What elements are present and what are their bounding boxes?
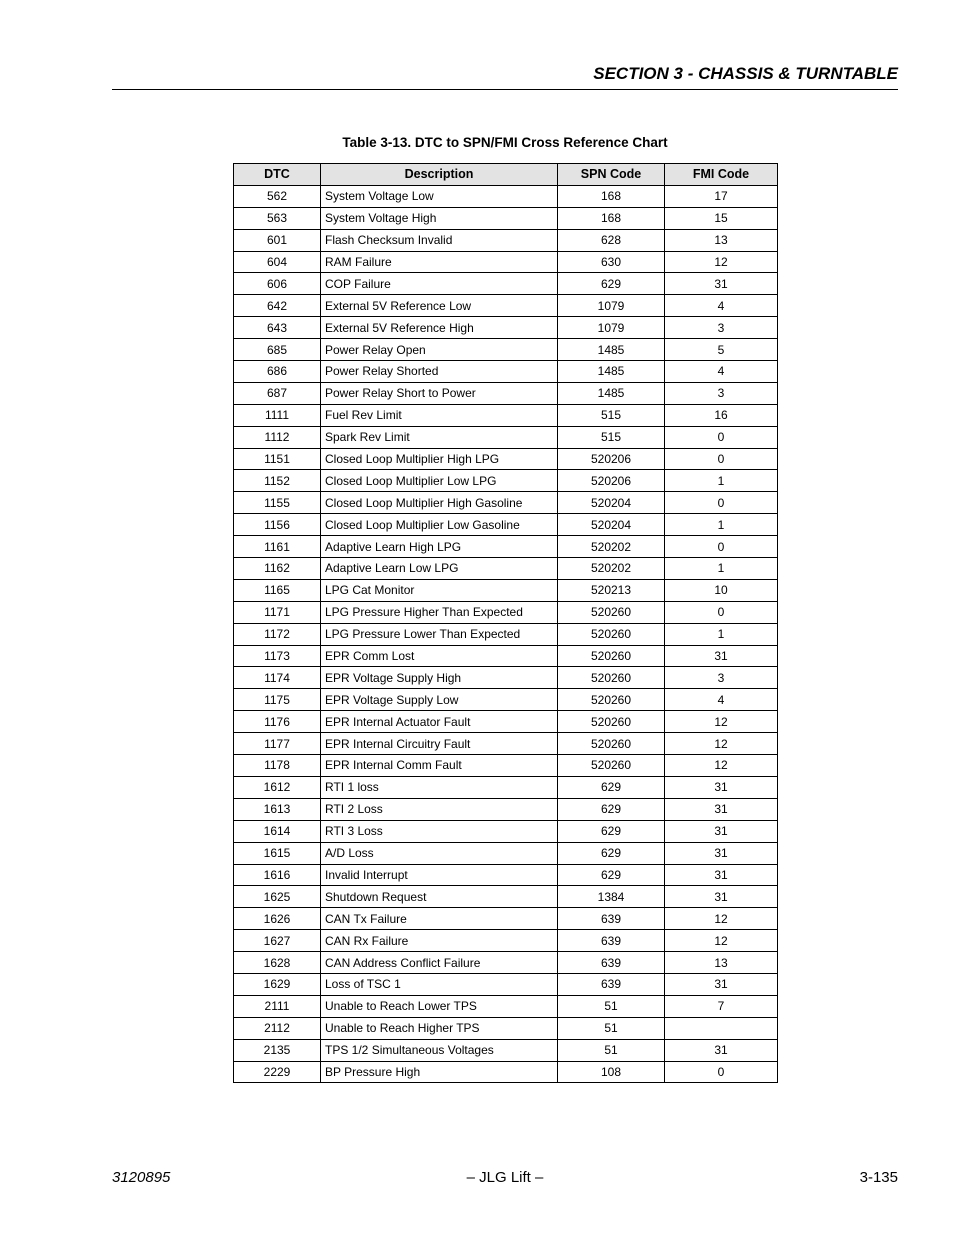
table-row [234, 733, 778, 755]
spn-code-cell: 520204 [558, 514, 665, 536]
spn-code-cell: 515 [558, 404, 665, 426]
dtc-cell: 1174 [234, 667, 321, 689]
fmi-code-cell: 12 [665, 755, 778, 777]
dtc-cell: 1111 [234, 404, 321, 426]
spn-code-cell: 639 [558, 973, 665, 995]
table-row [234, 973, 778, 995]
description-cell: Loss of TSC 1 [321, 973, 558, 995]
description-cell: External 5V Reference High [321, 317, 558, 339]
column-header-dtc: DTC [234, 164, 321, 186]
fmi-code-cell: 5 [665, 339, 778, 361]
table-row [234, 207, 778, 229]
dtc-cell: 1178 [234, 755, 321, 777]
fmi-code-cell: 0 [665, 426, 778, 448]
description-cell: Closed Loop Multiplier Low Gasoline [321, 514, 558, 536]
description-cell: Flash Checksum Invalid [321, 229, 558, 251]
dtc-cell: 1175 [234, 689, 321, 711]
dtc-cell: 1112 [234, 426, 321, 448]
dtc-cell: 2229 [234, 1061, 321, 1083]
table-row [234, 864, 778, 886]
spn-code-cell: 1079 [558, 295, 665, 317]
table-row [234, 470, 778, 492]
spn-code-cell: 520202 [558, 536, 665, 558]
table-title: Table 3-13. DTC to SPN/FMI Cross Reference Chart [342, 135, 668, 150]
fmi-code-cell: 31 [665, 798, 778, 820]
table-row [234, 1039, 778, 1061]
description-cell: RTI 2 Loss [321, 798, 558, 820]
dtc-cell: 1173 [234, 645, 321, 667]
description-cell: LPG Cat Monitor [321, 579, 558, 601]
spn-code-cell: 629 [558, 820, 665, 842]
fmi-code-cell: 16 [665, 404, 778, 426]
dtc-cross-reference-table [233, 163, 778, 1083]
spn-code-cell: 168 [558, 207, 665, 229]
table-row [234, 536, 778, 558]
description-cell: Fuel Rev Limit [321, 404, 558, 426]
table-row [234, 558, 778, 580]
spn-code-cell: 1384 [558, 886, 665, 908]
description-cell: System Voltage High [321, 207, 558, 229]
description-cell: CAN Tx Failure [321, 908, 558, 930]
description-cell: A/D Loss [321, 842, 558, 864]
table-row [234, 404, 778, 426]
description-cell: LPG Pressure Higher Than Expected [321, 601, 558, 623]
fmi-code-cell: 31 [665, 273, 778, 295]
description-cell: Invalid Interrupt [321, 864, 558, 886]
dtc-cell: 1614 [234, 820, 321, 842]
table-row [234, 361, 778, 383]
dtc-cell: 1616 [234, 864, 321, 886]
spn-code-cell: 1485 [558, 382, 665, 404]
dtc-cell: 642 [234, 295, 321, 317]
dtc-cell: 1151 [234, 448, 321, 470]
dtc-cell: 2135 [234, 1039, 321, 1061]
description-cell: Unable to Reach Higher TPS [321, 1017, 558, 1039]
description-cell: Spark Rev Limit [321, 426, 558, 448]
column-header-spn-code: SPN Code [558, 164, 665, 186]
fmi-code-cell: 1 [665, 558, 778, 580]
fmi-code-cell: 12 [665, 908, 778, 930]
spn-code-cell: 168 [558, 185, 665, 207]
document-number: 3120895 [112, 1169, 171, 1186]
dtc-cell: 687 [234, 382, 321, 404]
description-cell: EPR Internal Comm Fault [321, 755, 558, 777]
dtc-cell: 1628 [234, 952, 321, 974]
table-row [234, 776, 778, 798]
section-title: SECTION 3 - CHASSIS & TURNTABLE [593, 64, 898, 83]
table-row [234, 798, 778, 820]
table-row [234, 842, 778, 864]
table-row [234, 273, 778, 295]
table-header-row [234, 164, 778, 186]
spn-code-cell: 51 [558, 995, 665, 1017]
fmi-code-cell: 13 [665, 229, 778, 251]
spn-code-cell: 629 [558, 798, 665, 820]
fmi-code-cell: 0 [665, 448, 778, 470]
dtc-cell: 1177 [234, 733, 321, 755]
dtc-cell: 601 [234, 229, 321, 251]
table-body [234, 185, 778, 1083]
table-row [234, 601, 778, 623]
spn-code-cell: 639 [558, 930, 665, 952]
description-cell: Unable to Reach Lower TPS [321, 995, 558, 1017]
fmi-code-cell: 7 [665, 995, 778, 1017]
description-cell: Closed Loop Multiplier High LPG [321, 448, 558, 470]
dtc-cell: 562 [234, 185, 321, 207]
table-row [234, 820, 778, 842]
description-cell: BP Pressure High [321, 1061, 558, 1083]
table-row [234, 579, 778, 601]
spn-code-cell: 1079 [558, 317, 665, 339]
description-cell: Power Relay Shorted [321, 361, 558, 383]
table-row [234, 930, 778, 952]
description-cell: Adaptive Learn Low LPG [321, 558, 558, 580]
fmi-code-cell: 4 [665, 295, 778, 317]
spn-code-cell: 520260 [558, 733, 665, 755]
description-cell: CAN Address Conflict Failure [321, 952, 558, 974]
description-cell: RTI 3 Loss [321, 820, 558, 842]
dtc-cell: 1156 [234, 514, 321, 536]
dtc-cell: 1629 [234, 973, 321, 995]
table-row [234, 514, 778, 536]
description-cell: EPR Comm Lost [321, 645, 558, 667]
spn-code-cell: 520206 [558, 448, 665, 470]
table-row [234, 711, 778, 733]
table-row [234, 1061, 778, 1083]
dtc-cell: 2112 [234, 1017, 321, 1039]
description-cell: Adaptive Learn High LPG [321, 536, 558, 558]
dtc-cell: 1165 [234, 579, 321, 601]
description-cell: RTI 1 loss [321, 776, 558, 798]
dtc-cell: 604 [234, 251, 321, 273]
table-row [234, 623, 778, 645]
spn-code-cell: 639 [558, 908, 665, 930]
spn-code-cell: 520260 [558, 601, 665, 623]
spn-code-cell: 1485 [558, 361, 665, 383]
table-row [234, 492, 778, 514]
description-cell: COP Failure [321, 273, 558, 295]
dtc-cell: 1615 [234, 842, 321, 864]
dtc-cell: 1176 [234, 711, 321, 733]
table-row [234, 382, 778, 404]
spn-code-cell: 520260 [558, 623, 665, 645]
fmi-code-cell: 13 [665, 952, 778, 974]
description-cell: EPR Internal Circuitry Fault [321, 733, 558, 755]
column-header-fmi-code: FMI Code [665, 164, 778, 186]
description-cell: TPS 1/2 Simultaneous Voltages [321, 1039, 558, 1061]
description-cell: Closed Loop Multiplier High Gasoline [321, 492, 558, 514]
dtc-cell: 1172 [234, 623, 321, 645]
fmi-code-cell [665, 1017, 778, 1039]
description-cell: EPR Voltage Supply High [321, 667, 558, 689]
table-row [234, 448, 778, 470]
footer-brand: – JLG Lift – [466, 1169, 544, 1186]
spn-code-cell: 629 [558, 776, 665, 798]
table-row [234, 317, 778, 339]
fmi-code-cell: 31 [665, 886, 778, 908]
dtc-cell: 1162 [234, 558, 321, 580]
fmi-code-cell: 0 [665, 536, 778, 558]
dtc-cell: 1625 [234, 886, 321, 908]
dtc-cell: 1161 [234, 536, 321, 558]
fmi-code-cell: 12 [665, 733, 778, 755]
description-cell: Power Relay Open [321, 339, 558, 361]
fmi-code-cell: 0 [665, 492, 778, 514]
table-row [234, 995, 778, 1017]
spn-code-cell: 51 [558, 1017, 665, 1039]
description-cell: System Voltage Low [321, 185, 558, 207]
table-row [234, 1017, 778, 1039]
spn-code-cell: 629 [558, 864, 665, 886]
dtc-cell: 1626 [234, 908, 321, 930]
table-row [234, 908, 778, 930]
description-cell: CAN Rx Failure [321, 930, 558, 952]
table-row [234, 886, 778, 908]
spn-code-cell: 629 [558, 842, 665, 864]
spn-code-cell: 520206 [558, 470, 665, 492]
description-cell: Shutdown Request [321, 886, 558, 908]
dtc-cell: 1612 [234, 776, 321, 798]
dtc-cell: 2111 [234, 995, 321, 1017]
description-cell: Power Relay Short to Power [321, 382, 558, 404]
fmi-code-cell: 12 [665, 930, 778, 952]
fmi-code-cell: 0 [665, 1061, 778, 1083]
table-row [234, 667, 778, 689]
page-number: 3-135 [859, 1169, 898, 1186]
fmi-code-cell: 12 [665, 711, 778, 733]
spn-code-cell: 520260 [558, 667, 665, 689]
spn-code-cell: 520202 [558, 558, 665, 580]
fmi-code-cell: 31 [665, 645, 778, 667]
fmi-code-cell: 15 [665, 207, 778, 229]
fmi-code-cell: 1 [665, 470, 778, 492]
spn-code-cell: 639 [558, 952, 665, 974]
table-row [234, 755, 778, 777]
table-row [234, 952, 778, 974]
spn-code-cell: 515 [558, 426, 665, 448]
dtc-cell: 643 [234, 317, 321, 339]
spn-code-cell: 629 [558, 273, 665, 295]
table-row [234, 645, 778, 667]
fmi-code-cell: 10 [665, 579, 778, 601]
table-row [234, 185, 778, 207]
dtc-cell: 1171 [234, 601, 321, 623]
table-row [234, 689, 778, 711]
fmi-code-cell: 3 [665, 667, 778, 689]
table-row [234, 339, 778, 361]
fmi-code-cell: 31 [665, 973, 778, 995]
fmi-code-cell: 17 [665, 185, 778, 207]
description-cell: EPR Voltage Supply Low [321, 689, 558, 711]
fmi-code-cell: 4 [665, 689, 778, 711]
spn-code-cell: 520204 [558, 492, 665, 514]
dtc-cell: 606 [234, 273, 321, 295]
spn-code-cell: 51 [558, 1039, 665, 1061]
dtc-cell: 685 [234, 339, 321, 361]
dtc-cell: 1152 [234, 470, 321, 492]
fmi-code-cell: 12 [665, 251, 778, 273]
spn-code-cell: 520260 [558, 689, 665, 711]
description-cell: RAM Failure [321, 251, 558, 273]
fmi-code-cell: 1 [665, 623, 778, 645]
spn-code-cell: 628 [558, 229, 665, 251]
dtc-cell: 1155 [234, 492, 321, 514]
table-row [234, 251, 778, 273]
description-cell: LPG Pressure Lower Than Expected [321, 623, 558, 645]
table-row [234, 426, 778, 448]
table-row [234, 229, 778, 251]
fmi-code-cell: 31 [665, 864, 778, 886]
fmi-code-cell: 31 [665, 842, 778, 864]
spn-code-cell: 520260 [558, 645, 665, 667]
spn-code-cell: 630 [558, 251, 665, 273]
fmi-code-cell: 1 [665, 514, 778, 536]
fmi-code-cell: 4 [665, 361, 778, 383]
fmi-code-cell: 31 [665, 820, 778, 842]
description-cell: External 5V Reference Low [321, 295, 558, 317]
description-cell: Closed Loop Multiplier Low LPG [321, 470, 558, 492]
fmi-code-cell: 31 [665, 776, 778, 798]
spn-code-cell: 520260 [558, 711, 665, 733]
spn-code-cell: 520213 [558, 579, 665, 601]
fmi-code-cell: 31 [665, 1039, 778, 1061]
dtc-cell: 1613 [234, 798, 321, 820]
dtc-cell: 1627 [234, 930, 321, 952]
spn-code-cell: 1485 [558, 339, 665, 361]
dtc-cell: 686 [234, 361, 321, 383]
table-row [234, 295, 778, 317]
spn-code-cell: 520260 [558, 755, 665, 777]
spn-code-cell: 108 [558, 1061, 665, 1083]
header-divider [112, 89, 898, 90]
description-cell: EPR Internal Actuator Fault [321, 711, 558, 733]
dtc-cell: 563 [234, 207, 321, 229]
column-header-description: Description [321, 164, 558, 186]
fmi-code-cell: 0 [665, 601, 778, 623]
fmi-code-cell: 3 [665, 382, 778, 404]
fmi-code-cell: 3 [665, 317, 778, 339]
